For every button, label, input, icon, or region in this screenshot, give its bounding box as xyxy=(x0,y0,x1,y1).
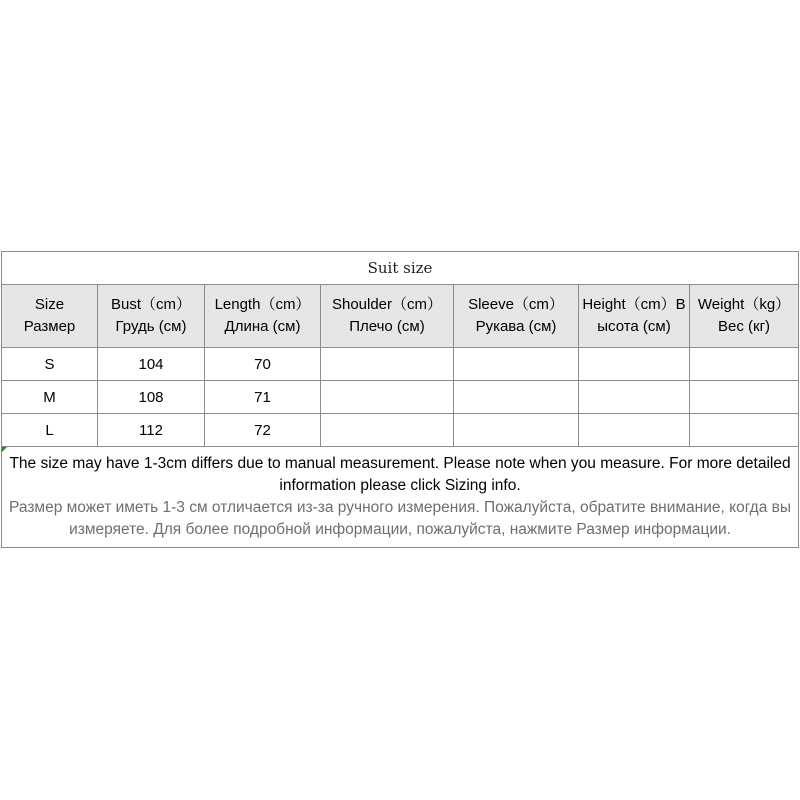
cell-height xyxy=(579,414,690,447)
measurement-note xyxy=(2,447,799,548)
cell-bust: 108 xyxy=(98,381,205,414)
cell-weight xyxy=(690,381,799,414)
cell-shoulder xyxy=(321,348,454,381)
cell-weight xyxy=(690,414,799,447)
table-title: Suit size xyxy=(2,252,799,285)
cell-shoulder xyxy=(321,414,454,447)
cell-length: 70 xyxy=(205,348,321,381)
cell-size: S xyxy=(2,348,98,381)
cell-sleeve xyxy=(454,381,579,414)
table-row xyxy=(2,381,799,414)
header-bust: Bust（cm） Грудь (см) xyxy=(98,285,205,348)
cell-bust: 104 xyxy=(98,348,205,381)
note-russian: Размер может иметь 1-3 см отличается из-за ручного измерения. Пожалуйста, обратите внимание, когда вы измеряете. Для более подробной информации, пожалуйста, нажмите Размер информации. xyxy=(9,499,792,538)
cell-sleeve xyxy=(454,414,579,447)
cell-size: L xyxy=(2,414,98,447)
cell-size: M xyxy=(2,381,98,414)
note-english: The size may have 1-3cm differs due to manual measurement. Please note when you measure. For more detailed information please click Sizing info. xyxy=(9,455,791,494)
header-shoulder: Shoulder（cm） Плечо (см) xyxy=(321,285,454,348)
cell-height xyxy=(579,381,690,414)
table-row xyxy=(2,414,799,447)
header-size: Size Размер xyxy=(2,285,98,348)
cell-length: 72 xyxy=(205,414,321,447)
cell-shoulder xyxy=(321,381,454,414)
cell-height xyxy=(579,348,690,381)
table-row xyxy=(2,348,799,381)
cell-bust: 112 xyxy=(98,414,205,447)
header-sleeve: Sleeve（cm） Рукава (см) xyxy=(454,285,579,348)
header-weight: Weight（kg） Вес (кг) xyxy=(690,285,799,348)
size-chart-table xyxy=(1,251,799,548)
cell-corner-marker xyxy=(2,447,7,452)
header-row xyxy=(2,285,799,348)
cell-sleeve xyxy=(454,348,579,381)
header-length: Length（cm） Длина (см) xyxy=(205,285,321,348)
cell-length: 71 xyxy=(205,381,321,414)
header-height: Height（cm）В ысота (см) xyxy=(579,285,690,348)
cell-weight xyxy=(690,348,799,381)
